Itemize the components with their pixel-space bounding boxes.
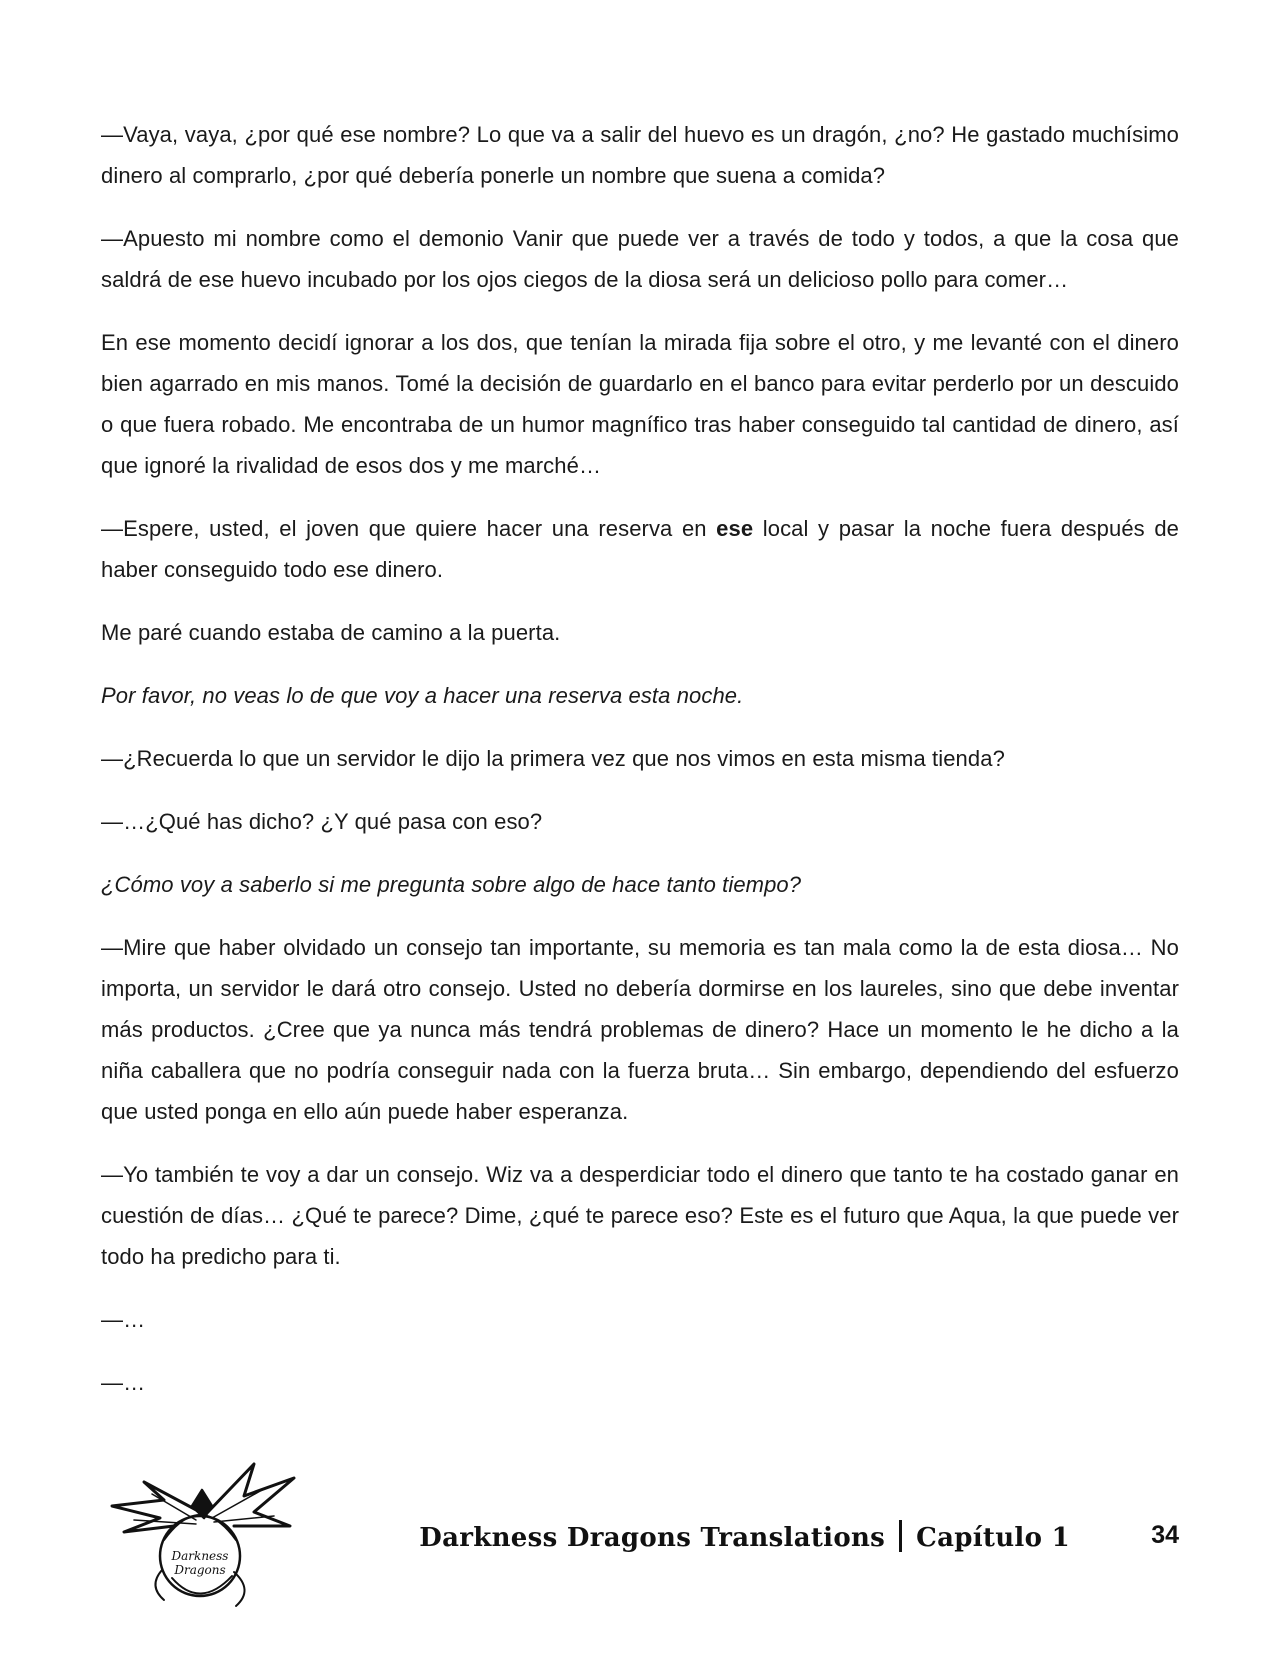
paragraph: —…¿Qué has dicho? ¿Y qué pasa con eso? [101, 809, 543, 834]
paragraph: —¿Recuerda lo que un servidor le dijo la primera vez que nos vimos en esta misma tienda? [101, 746, 1005, 771]
paragraph: En ese momento decidí ignorar a los dos, que tenían la mirada fija sobre el otro, y me levanté con el dinero bien agarrado en mis manos. Tomé la decisión de guardarlo en el banco para evitar perderlo por un descuido o que fuera robado. Me encontraba de un humor magnífico tras haber conseguido tal cantidad de dinero, así que ignoré la rivalidad de esos dos y me marché… [101, 330, 1179, 478]
inner-thought: ¿Cómo voy a saberlo si me pregunta sobre algo de hace tanto tiempo? [101, 872, 802, 897]
paragraph-text: —Espere, usted, el joven que quiere hacer una reserva en [101, 516, 717, 541]
chapter-label: Capítulo 1 [916, 1523, 1070, 1553]
paragraph-text: local y pasar la noche fuera después de haber conseguido todo ese dinero. [101, 516, 1179, 582]
inner-thought: Por favor, no veas lo de que voy a hacer una reserva esta noche. [101, 683, 744, 708]
logo-text: Darkness [171, 1549, 229, 1563]
logo-text: Dragons [174, 1563, 226, 1577]
footer-divider [899, 1520, 902, 1552]
paragraph: —… [101, 1307, 146, 1332]
footer-title [419, 1520, 1070, 1553]
emphasized-word: ese [716, 516, 754, 541]
paragraph: —Mire que haber olvidado un consejo tan importante, su memoria es tan mala como la de esta diosa… No importa, un servidor le dará otro consejo. Usted no debería dormirse en los laureles, sino que debe inventar más productos. ¿Cree que ya nunca más tendrá problemas de dinero? Hace un momento le he dicho a la niña caballera que no podría conseguir nada con la fuerza bruta… Sin embargo, dependiendo del esfuerzo que usted ponga en ello aún puede haber esperanza. [101, 935, 1179, 1124]
page-number: 34 [1151, 1521, 1179, 1549]
paragraph: —Apuesto mi nombre como el demonio Vanir que puede ver a través de todo y todos, a que la cosa que saldrá de ese huevo incubado por los ojos ciegos de la diosa será un delicioso pollo para comer… [101, 226, 1179, 292]
page-body [101, 114, 1179, 1425]
paragraph: —Yo también te voy a dar un consejo. Wiz va a desperdiciar todo el dinero que tanto te ha costado ganar en cuestión de días… ¿Qué te parece? Dime, ¿qué te parece eso? Este es el futuro que Aqua, la que puede ver todo ha predicho para ti. [101, 1162, 1179, 1269]
paragraph [101, 508, 1179, 590]
paragraph: Me paré cuando estaba de camino a la puerta. [101, 620, 561, 645]
dragon-logo-icon [104, 1460, 300, 1610]
page-footer [0, 1460, 1280, 1620]
group-name: Darkness Dragons Translations [419, 1523, 886, 1553]
paragraph: —Vaya, vaya, ¿por qué ese nombre? Lo que va a salir del huevo es un dragón, ¿no? He gastado muchísimo dinero al comprarlo, ¿por qué debería ponerle un nombre que suena a comida? [101, 122, 1179, 188]
paragraph: —… [101, 1370, 146, 1395]
